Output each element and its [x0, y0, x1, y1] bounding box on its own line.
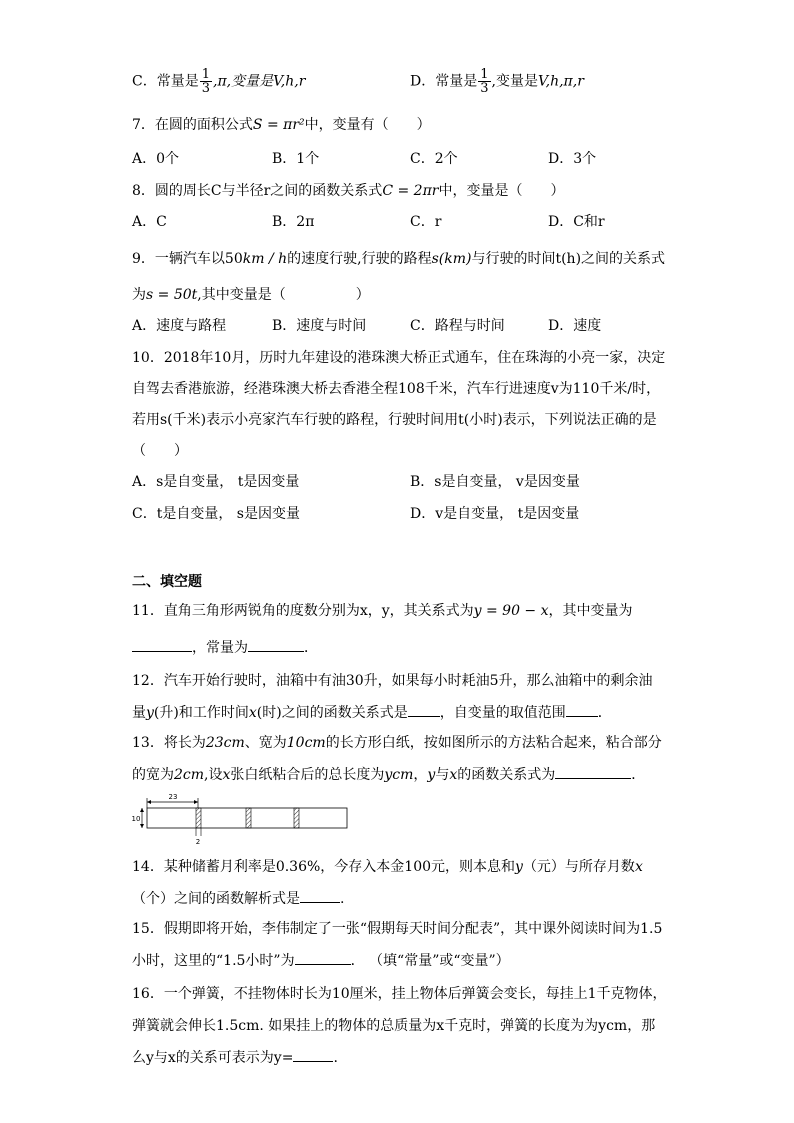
q14-y: y — [515, 859, 523, 875]
q11-l2-mid: ，常量为 — [192, 640, 248, 656]
q8-option-c[interactable]: C．r — [410, 214, 442, 230]
q6-option-d[interactable] — [410, 68, 584, 95]
q12-y: y — [146, 705, 154, 721]
q9-l2-post: ,其中变量是（ ） — [197, 287, 370, 303]
q8-option-a[interactable]: A．C — [132, 214, 167, 230]
q12-e: ． — [597, 705, 612, 721]
q9-option-b[interactable]: B．速度与时间 — [272, 318, 367, 334]
q14-a: 14．某种储蓄月利率是0.36%，今存入本金100元，则本息和 — [132, 859, 516, 875]
q8-stem — [132, 181, 564, 201]
q9-unit: km / h — [242, 251, 288, 267]
q12-b: (升)和工作时间 — [153, 705, 249, 721]
q13-stem-line1 — [132, 733, 662, 753]
q14-blank-function[interactable] — [300, 888, 340, 903]
arrowhead-down — [140, 824, 144, 828]
q16-l3-b: . — [333, 1050, 338, 1066]
q10-stem-line2: 自驾去香港旅游，经港珠澳大桥去香港全程108千米，汽车行进速度v为110千米/时， — [132, 381, 661, 397]
q13-y: y — [427, 767, 436, 783]
q7-option-d[interactable]: D．3个 — [548, 151, 597, 167]
q9-mid: 的速度行驶,行驶的路程 — [287, 251, 432, 267]
q9-formula: s = 50t — [146, 287, 198, 303]
q12-stem-line1: 12．汽车开始行驶时，油箱中有油30升，如果每小时耗油5升，那么油箱中的剩余油 — [132, 673, 653, 689]
overlap-region-1 — [196, 808, 201, 828]
fraction-numerator: 1 — [201, 67, 210, 82]
q13-stem-line2 — [132, 764, 645, 785]
arrowhead-left — [147, 800, 151, 804]
q13-b: 、宽为 — [244, 735, 287, 751]
q9-stem-line2 — [132, 285, 370, 305]
q7-stem — [132, 115, 431, 135]
q12-blank-function[interactable] — [408, 702, 440, 717]
q8-option-b[interactable]: B．2π — [272, 214, 315, 230]
q14-l2-a: （个）之间的函数解析式是 — [132, 891, 300, 907]
q6-c-fraction — [200, 68, 212, 95]
q9-stem-line1 — [132, 249, 665, 269]
q11-blank-constant[interactable] — [248, 637, 304, 652]
label-overlap: 2 — [195, 838, 201, 846]
q7-post: 中，变量有（ ） — [304, 117, 431, 133]
q13-l2-a: 的宽为 — [132, 767, 174, 783]
q8-pre: 8．圆的周长C与半径r之间的函数关系式 — [132, 183, 383, 199]
q10-option-d[interactable]: D．v是自变量， t是因变量 — [410, 506, 580, 522]
q15-l2-b: ． （填“常量”或“变量”） — [350, 953, 510, 969]
q8-post: 中，变量是（ ） — [438, 183, 565, 199]
q13-l2-f: 的函数关系式为 — [457, 767, 556, 783]
q13-ycm: ycm — [384, 767, 414, 783]
fraction-numerator: 1 — [480, 67, 489, 82]
q15-stem-line1: 15．假期即将开始，李伟制定了一张“假期每天时间分配表”，其中课外阅读时间为1.5 — [132, 921, 663, 937]
q6-d-prefix: D．常量是 — [410, 73, 478, 90]
arrowhead-right — [194, 800, 198, 804]
fraction-denominator: 3 — [480, 81, 489, 96]
q11-stem-line1 — [132, 601, 633, 621]
q14-x: x — [634, 859, 643, 875]
q7-option-a[interactable]: A．0个 — [132, 151, 180, 167]
q7-option-c[interactable]: C．2个 — [410, 151, 458, 167]
q13-width: 10cm — [286, 735, 326, 751]
q15-stem-line2 — [132, 950, 510, 971]
q8-formula: C = 2πr — [382, 183, 439, 199]
q9-post: 与行驶的时间t(h)之间的关系式 — [471, 251, 666, 267]
q14-stem-line2 — [132, 888, 344, 909]
q13-c: 的长方形白纸，按如图所示的方法粘合起来，粘合部分 — [325, 735, 662, 751]
q11-pre: 11．直角三角形两锐角的度数分别为x，y，其关系式为 — [132, 603, 474, 619]
q6-d-fraction — [478, 68, 490, 95]
section-heading-fill-in: 二、填空题 — [132, 574, 202, 590]
q12-a: 量 — [132, 705, 146, 721]
q12-d: ，自变量的取值范围 — [439, 705, 566, 721]
label-length: 23 — [168, 793, 178, 801]
q10-option-a[interactable]: A．s是自变量， t是因变量 — [132, 474, 300, 490]
q10-option-c[interactable]: C．t是自变量， s是因变量 — [132, 506, 300, 522]
fraction-denominator: 3 — [201, 81, 210, 96]
q13-l2-b: ,设 — [204, 767, 223, 783]
q6-d-vars: V,h,π,r — [537, 73, 584, 90]
q13-l2-g: ． — [631, 767, 646, 783]
q12-x: x — [248, 705, 257, 721]
q7-option-b[interactable]: B．1个 — [272, 151, 320, 167]
q13-l2-e: 与 — [435, 767, 450, 783]
q13-x: x — [222, 767, 231, 783]
q13-blank-function[interactable] — [555, 764, 631, 779]
q11-blank-variable[interactable] — [132, 637, 192, 652]
q9-l2-pre: 为 — [132, 287, 146, 303]
label-width: 10 — [132, 815, 141, 823]
q13-x2: x — [449, 767, 458, 783]
q14-stem-line1 — [132, 857, 643, 877]
q16-blank-answer[interactable] — [293, 1047, 333, 1062]
arrowhead-up — [140, 808, 144, 812]
q6-c-prefix: C．常量是 — [132, 73, 199, 90]
q6-c-mid: ,π,变量是 — [213, 73, 274, 90]
q16-stem-line1: 16．一个弹簧，不挂物体时长为10厘米，挂上物体后弹簧会变长，每挂上1千克物体， — [132, 986, 667, 1002]
q9-option-d[interactable]: D．速度 — [548, 318, 602, 334]
q6-d-mid: ,变量是 — [491, 73, 538, 90]
q13-paper-strip-figure — [132, 790, 352, 846]
q13-l2-d: ， — [413, 767, 428, 783]
q6-option-c[interactable] — [132, 68, 305, 95]
q10-option-b[interactable]: B．s是自变量， v是因变量 — [410, 474, 580, 490]
q11-stem-line2 — [132, 637, 318, 658]
q13-overlap: 2cm — [174, 767, 205, 783]
q11-formula: y = 90 − x — [473, 603, 549, 619]
q9-option-a[interactable]: A．速度与路程 — [132, 318, 227, 334]
overlap-region-2 — [246, 808, 251, 828]
q12-stem-line2 — [132, 702, 612, 723]
q10-stem-line1: 10．2018年10月，历时九年建设的港珠澳大桥正式通车，住在珠海的小亮一家，决定 — [132, 350, 666, 366]
q7-pre: 7．在圆的面积公式 — [132, 117, 253, 133]
q12-blank-range[interactable] — [566, 702, 598, 717]
q7-formula: S = πr² — [252, 117, 305, 133]
q9-pre: 9．一辆汽车以50 — [132, 251, 243, 267]
q13-length: 23cm — [205, 735, 245, 751]
q14-b: （元）与所存月数 — [522, 859, 635, 875]
q6-c-vars: V,h,r — [273, 73, 306, 90]
q11-l2-end: ． — [304, 640, 318, 656]
q11-post: ，其中变量为 — [548, 603, 633, 619]
q9-distance: s(km) — [431, 251, 472, 267]
overlap-region-3 — [294, 808, 299, 828]
q12-c: (时)之间的函数关系式是 — [256, 705, 408, 721]
q13-a: 13．将长为 — [132, 735, 206, 751]
q15-blank-answer[interactable] — [295, 950, 351, 965]
q16-l3-a: 么y与x的关系可表示为y= — [132, 1050, 294, 1066]
q13-l2-c: 张白纸粘合后的总长度为 — [230, 767, 385, 783]
q8-option-d[interactable]: D．C和r — [548, 214, 605, 230]
q16-stem-line2: 弹簧就会伸长1.5cm. 如果挂上的物体的总质量为x千克时，弹簧的长度为为ycm，那 — [132, 1018, 656, 1034]
q15-l2-a: 小时，这里的“1.5小时”为 — [132, 953, 295, 969]
q10-stem-line3: 若用s(千米)表示小亮家汽车行驶的路程，行驶时间用t(小时)表示，下列说法正确的是 — [132, 412, 657, 428]
q9-option-c[interactable]: C．路程与时间 — [410, 318, 505, 334]
q14-l2-b: . — [340, 891, 345, 907]
q16-stem-line3 — [132, 1047, 338, 1068]
q10-stem-line4: （ ） — [132, 443, 188, 459]
